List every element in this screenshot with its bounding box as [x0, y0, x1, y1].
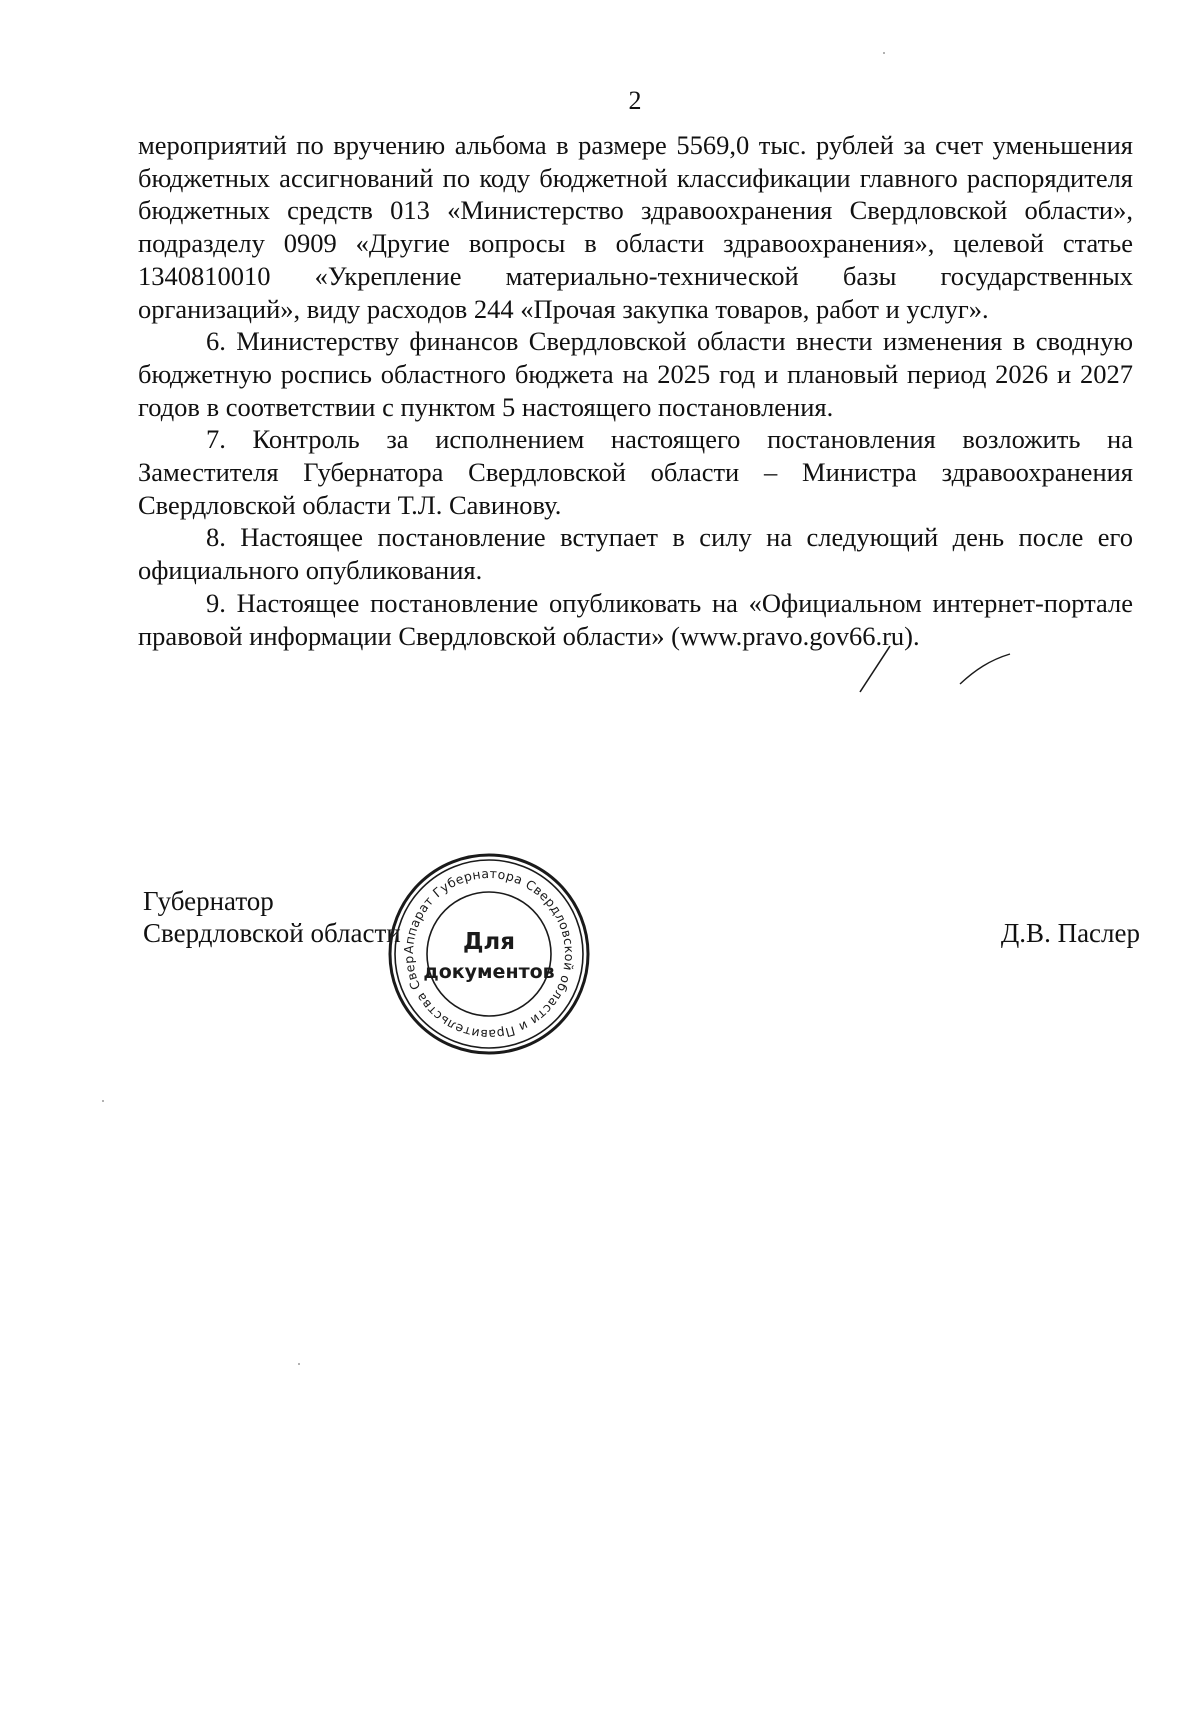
signatory-title — [143, 885, 401, 949]
scan-artifact — [298, 1363, 300, 1365]
paragraph-continuation: мероприятий по вручению альбома в размере 5569,0 тыс. рублей за счет уменьшения бюджетных ассигнований по коду бюджетной классификации главного распорядителя бюджетных средств 013 «Министерство здравоохранения Свердловской области», подразделу 0909 «Другие вопросы в области здравоохранения», целевой статье 1340810010 «Укрепление материально-технической базы государственных организаций», виду расходов 244 «Прочая закупка товаров, работ и услуг». — [138, 130, 1133, 324]
scan-artifact — [102, 1100, 104, 1102]
paragraph-item-7: 7. Контроль за исполнением настоящего постановления возложить на Заместителя Губернатора Свердловской области – Министра здравоохранения Свердловской области Т.Л. Савинову. — [138, 424, 1133, 520]
stamp-center-line2: документов — [423, 961, 555, 983]
signatory-title-line1: Губернатор — [143, 886, 274, 916]
stamp-center-line1: Для — [462, 929, 516, 955]
paragraph-item-8: 8. Настоящее постановление вступает в силу на следующий день после его официального опубликования. — [138, 522, 1133, 586]
paragraph-item-6: 6. Министерству финансов Свердловской области внести изменения в сводную бюджетную роспись областного бюджета на 2025 год и плановый период 2026 и 2027 годов в соответствии с пунктом 5 настоящего постановления. — [138, 326, 1133, 422]
document-body — [138, 129, 1133, 652]
signatory-title-line2: Свердловской области — [143, 918, 401, 948]
handwritten-mark — [840, 640, 1060, 700]
scan-artifact — [883, 52, 885, 54]
stamp-ring-text: Аппарат Губернатора Свердловской области и Правительства Свер — [400, 865, 578, 1043]
page-number: 2 — [628, 86, 642, 115]
paragraph-item-9: 9. Настоящее постановление опубликовать на «Официальном интернет-портале правовой информации Свердловской области» (www.pravo.gov66.ru). — [138, 587, 1133, 651]
official-stamp — [385, 850, 593, 1058]
signatory-name: Д.В. Паслер — [1000, 918, 1140, 948]
stamp-seal-icon — [385, 850, 593, 1058]
